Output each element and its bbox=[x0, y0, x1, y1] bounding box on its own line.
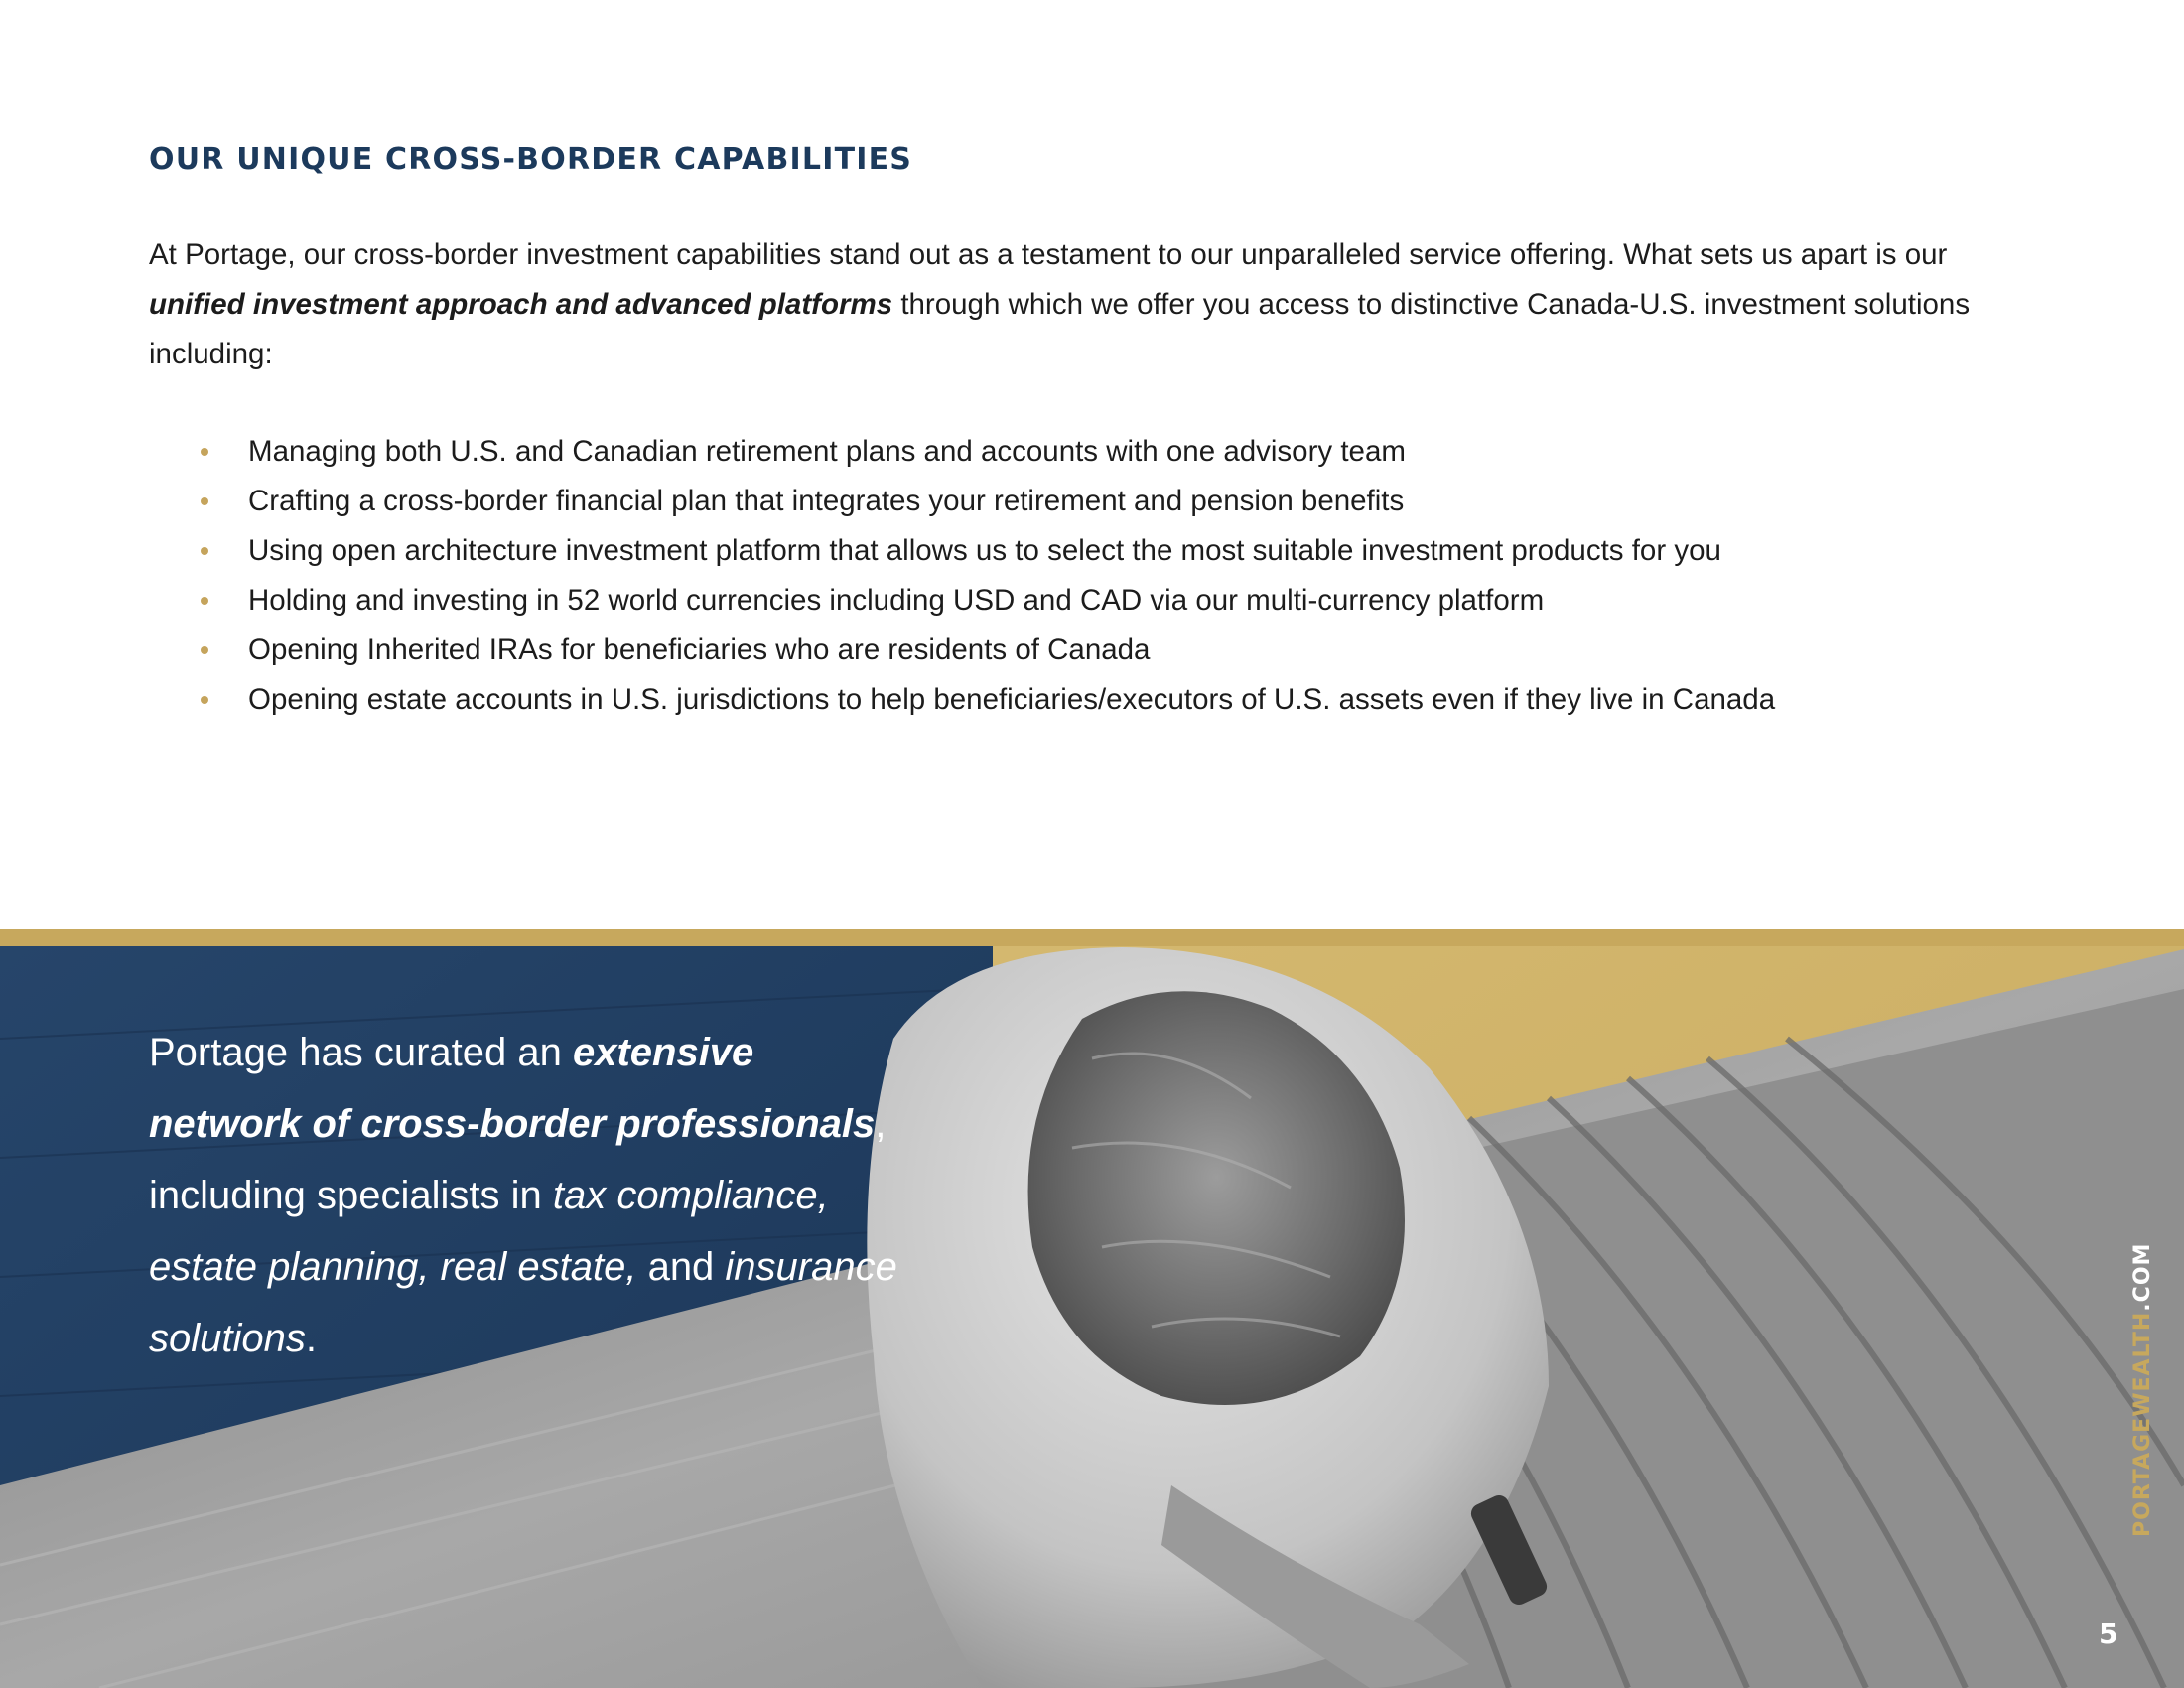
website-url bbox=[2130, 1243, 2155, 1537]
intro-emphasis: unified investment approach and advanced platforms bbox=[149, 288, 893, 321]
quote-insurance: insurance solutions bbox=[149, 1245, 897, 1360]
capabilities-list bbox=[149, 427, 2085, 725]
list-item bbox=[149, 576, 2085, 626]
website-url-tld: .COM bbox=[2130, 1242, 2155, 1312]
list-item bbox=[149, 526, 2085, 576]
quote-text-1: Portage has curated an bbox=[149, 1031, 573, 1074]
bullet-icon bbox=[201, 696, 208, 704]
quote-text-3: and bbox=[636, 1245, 726, 1289]
quote-text-2: , including specialists in bbox=[149, 1102, 887, 1217]
list-item-text: Crafting a cross-border financial plan that integrates your retirement and pension benefits bbox=[248, 485, 1405, 517]
photo-banner bbox=[0, 929, 2184, 1688]
page-number: 5 bbox=[2099, 1618, 2118, 1650]
list-item-text: Using open architecture investment platform that allows us to select the most suitable investment products for you bbox=[248, 534, 1721, 567]
section-heading: OUR UNIQUE CROSS-BORDER CAPABILITIES bbox=[149, 142, 913, 177]
quote-specialties: tax compliance, estate planning, real estate, bbox=[149, 1174, 829, 1289]
list-item bbox=[149, 477, 2085, 526]
bullet-icon bbox=[201, 547, 208, 555]
bullet-icon bbox=[201, 448, 208, 456]
list-item-text: Opening estate accounts in U.S. jurisdictions to help beneficiaries/executors of U.S. assets even if they live in Canada bbox=[248, 683, 1776, 716]
intro-paragraph bbox=[149, 230, 2035, 379]
bullet-icon bbox=[201, 497, 208, 505]
intro-text-2: through which we offer you access to distinctive Canada-U.S. investment solutions including: bbox=[149, 288, 1971, 370]
pull-quote bbox=[149, 1017, 913, 1374]
website-url-name: PORTAGEWEALTH bbox=[2130, 1311, 2155, 1537]
list-item bbox=[149, 626, 2085, 675]
list-item bbox=[149, 427, 2085, 477]
quote-text-4: . bbox=[305, 1317, 317, 1360]
bullet-icon bbox=[201, 646, 208, 654]
bullet-icon bbox=[201, 597, 208, 605]
list-item bbox=[149, 675, 2085, 725]
list-item-text: Holding and investing in 52 world currencies including USD and CAD via our multi-currency platform bbox=[248, 584, 1545, 617]
list-item-text: Opening Inherited IRAs for beneficiaries who are residents of Canada bbox=[248, 633, 1151, 666]
list-item-text: Managing both U.S. and Canadian retirement plans and accounts with one advisory team bbox=[248, 435, 1406, 468]
intro-text-1: At Portage, our cross-border investment capabilities stand out as a testament to our unparalleled service offering. What sets us apart is our bbox=[149, 238, 1948, 271]
quote-emphasis: extensive network of cross-border professionals bbox=[149, 1031, 876, 1146]
